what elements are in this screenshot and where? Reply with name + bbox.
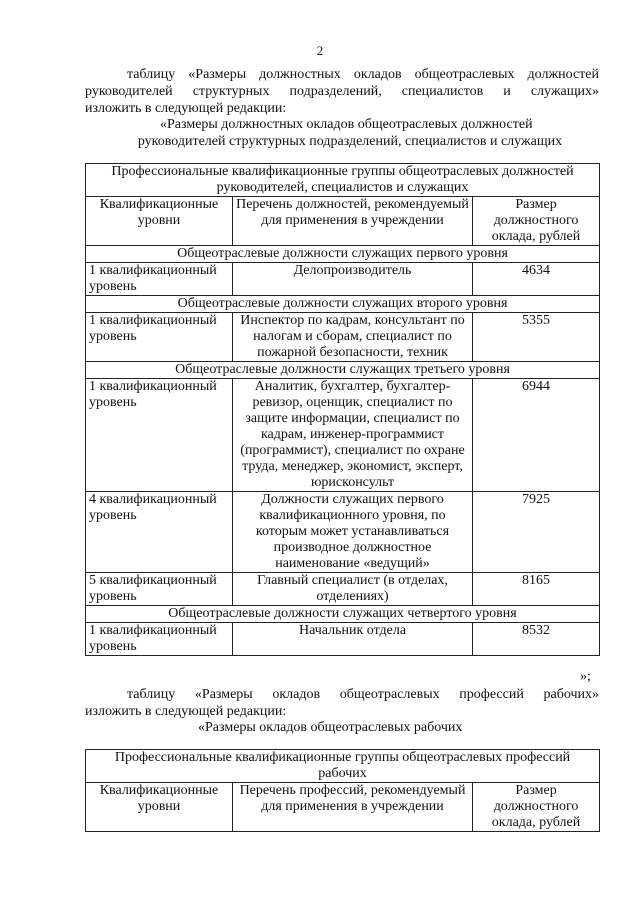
table-row: [86, 263, 600, 296]
table-row: [86, 623, 600, 656]
table1-section-row: [86, 362, 600, 379]
salary-cell: 4634: [473, 263, 600, 296]
salary-cell: 8165: [473, 573, 600, 606]
salary-cell: 6944: [473, 379, 600, 492]
table1-col-positions: Перечень должностей, рекомендуемый для применения в учреждении: [233, 197, 473, 246]
intro-line-3: изложить в следующей редакции:: [85, 101, 287, 116]
table1-section-row: [86, 246, 600, 263]
table2-column-header-row: [86, 783, 600, 832]
table1-column-header-row: [86, 197, 600, 246]
intro-line-2: руководителей структурных подразделений, специалистов и служащих»: [85, 84, 599, 99]
table1-group-header-row: [86, 164, 600, 197]
level-cell: 4 квалификационный уровень: [86, 492, 233, 573]
closing-quote-mark: »;: [580, 669, 591, 684]
section-level-1: Общеотраслевые должности служащих первого уровня: [86, 246, 600, 263]
table-row: [86, 313, 600, 362]
positions-cell: Делопроизводитель: [233, 263, 473, 296]
level-cell: 1 квалификационный уровень: [86, 623, 233, 656]
table-row: [86, 573, 600, 606]
section-level-4: Общеотраслевые должности служащих четвертого уровня: [86, 606, 600, 623]
salary-cell: 7925: [473, 492, 600, 573]
section-level-2: Общеотраслевые должности служащих второго уровня: [86, 296, 600, 313]
table1-section-row: [86, 296, 600, 313]
positions-cell: Аналитик, бухгалтер, бухгалтер-ревизор, оценщик, специалист по защите информации, специалист по кадрам, инженер-программист (программист), специалист по охране труда, менеджер, экономист, эксперт, юрисконсульт: [233, 379, 473, 492]
level-cell: 1 квалификационный уровень: [86, 263, 233, 296]
level-cell: 1 квалификационный уровень: [86, 379, 233, 492]
table2-col-professions: Перечень профессий, рекомендуемый для применения в учреждении: [233, 783, 473, 832]
table-1-salaries: [85, 163, 600, 656]
table2-title: «Размеры окладов общеотраслевых рабочих: [198, 720, 463, 735]
table1-section-row: [86, 606, 600, 623]
salary-cell: 5355: [473, 313, 600, 362]
positions-cell: Должности служащих первого квалификационного уровня, по которым может устанавливаться производное должностное наименование «ведущий»: [233, 492, 473, 573]
table-row: [86, 379, 600, 492]
table2-group-header: Профессиональные квалификационные группы общеотраслевых профессий рабочих: [86, 750, 600, 783]
positions-cell: Главный специалист (в отделах, отделениях): [233, 573, 473, 606]
table2-col-salary: Размер должностного оклада, рублей: [473, 783, 600, 832]
table2-col-levels: Квалификационные уровни: [86, 783, 233, 832]
table1-title-line-1: «Размеры должностных окладов общеотраслевых должностей: [160, 117, 533, 132]
level-cell: 5 квалификационный уровень: [86, 573, 233, 606]
table-2-salaries: [85, 749, 600, 832]
table1-group-header: Профессиональные квалификационные группы общеотраслевых должностей руководителей, специалистов и служащих: [86, 164, 600, 197]
table1-col-levels: Квалификационные уровни: [86, 197, 233, 246]
page-number: 2: [316, 43, 324, 58]
positions-cell: Инспектор по кадрам, консультант по налогам и сборам, специалист по пожарной безопасности, техник: [233, 313, 473, 362]
positions-cell: Начальник отдела: [233, 623, 473, 656]
intro2-line-1: таблицу «Размеры окладов общеотраслевых профессий рабочих»: [127, 687, 599, 702]
table2-group-header-row: [86, 750, 600, 783]
level-cell: 1 квалификационный уровень: [86, 313, 233, 362]
intro2-line-2: изложить в следующей редакции:: [85, 704, 287, 719]
table1-title-line-2: руководителей структурных подразделений, специалистов и служащих: [137, 134, 563, 149]
table-row: [86, 492, 600, 573]
table1-col-salary: Размер должностного оклада, рублей: [473, 197, 600, 246]
intro-line-1: таблицу «Размеры должностных окладов общеотраслевых должностей: [127, 67, 599, 82]
section-level-3: Общеотраслевые должности служащих третьего уровня: [86, 362, 600, 379]
salary-cell: 8532: [473, 623, 600, 656]
